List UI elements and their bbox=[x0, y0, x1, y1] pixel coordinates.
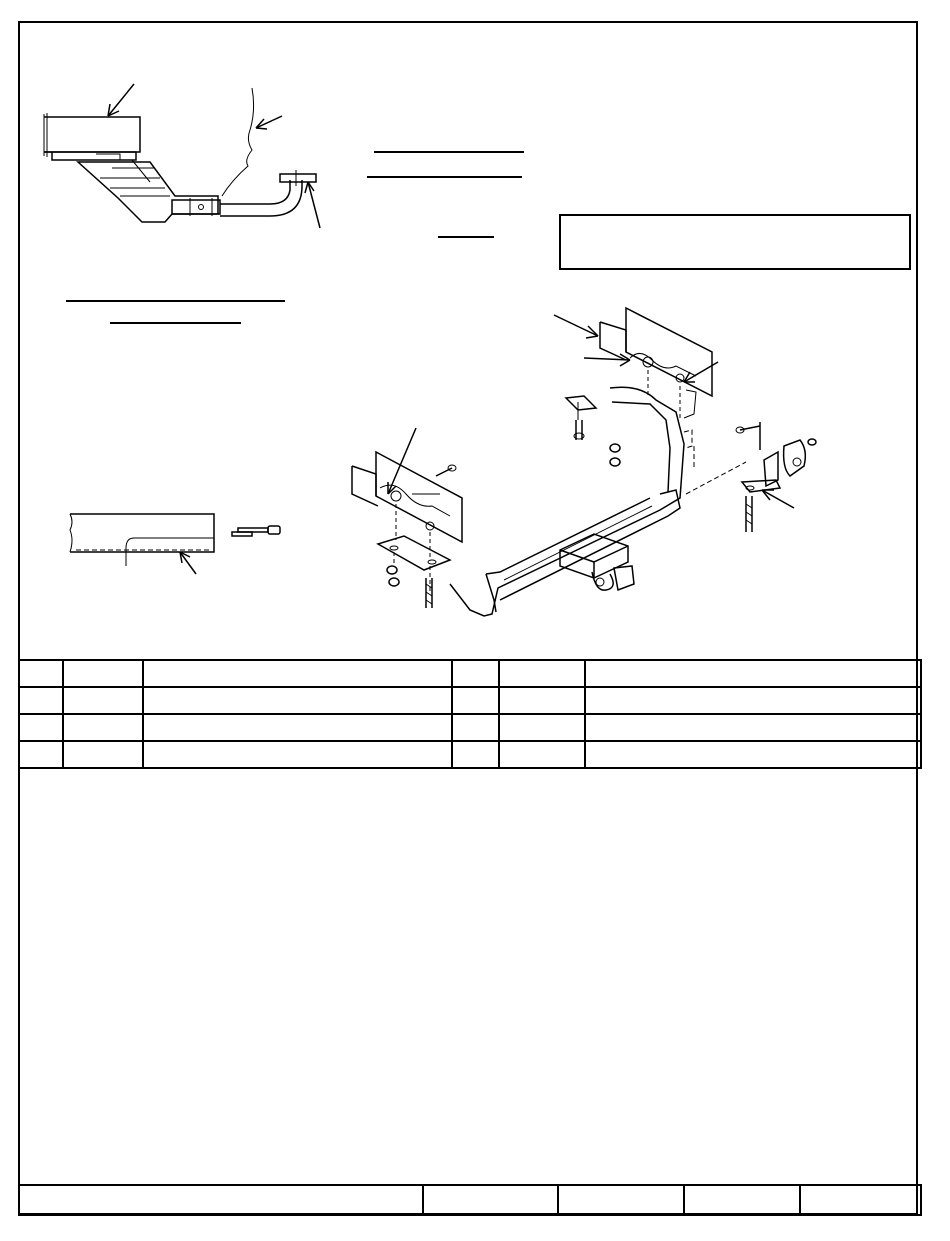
table-cell bbox=[452, 687, 499, 714]
parts-table bbox=[18, 659, 922, 769]
table-row bbox=[19, 660, 921, 687]
table-cell bbox=[143, 660, 452, 687]
footer-cell bbox=[558, 1185, 684, 1215]
table-cell bbox=[19, 714, 63, 741]
exploded-hitch-illustration bbox=[352, 308, 816, 616]
table-cell bbox=[499, 741, 585, 768]
table-row bbox=[19, 741, 921, 768]
table-cell bbox=[452, 741, 499, 768]
table-cell bbox=[499, 714, 585, 741]
footer-cell bbox=[800, 1185, 921, 1215]
table-cell bbox=[585, 714, 921, 741]
footer-cell bbox=[423, 1185, 558, 1215]
table-cell bbox=[63, 714, 143, 741]
frame-detail-illustration bbox=[70, 514, 280, 574]
footer-cell bbox=[684, 1185, 800, 1215]
table-cell bbox=[499, 660, 585, 687]
side-view-illustration bbox=[44, 84, 320, 228]
table-cell bbox=[143, 714, 452, 741]
table-cell bbox=[452, 660, 499, 687]
footer-cell bbox=[19, 1185, 423, 1215]
footer-table bbox=[18, 1184, 922, 1216]
table-cell bbox=[585, 660, 921, 687]
table-cell bbox=[452, 714, 499, 741]
table-cell bbox=[585, 741, 921, 768]
table-cell bbox=[63, 741, 143, 768]
table-cell bbox=[19, 687, 63, 714]
table-row bbox=[19, 714, 921, 741]
table-cell bbox=[143, 687, 452, 714]
table-cell bbox=[143, 741, 452, 768]
table-cell bbox=[63, 687, 143, 714]
table-row bbox=[19, 687, 921, 714]
table-cell bbox=[19, 660, 63, 687]
footer-row bbox=[19, 1185, 921, 1215]
table-cell bbox=[19, 741, 63, 768]
table-cell bbox=[499, 687, 585, 714]
table-cell bbox=[585, 687, 921, 714]
table-cell bbox=[63, 660, 143, 687]
